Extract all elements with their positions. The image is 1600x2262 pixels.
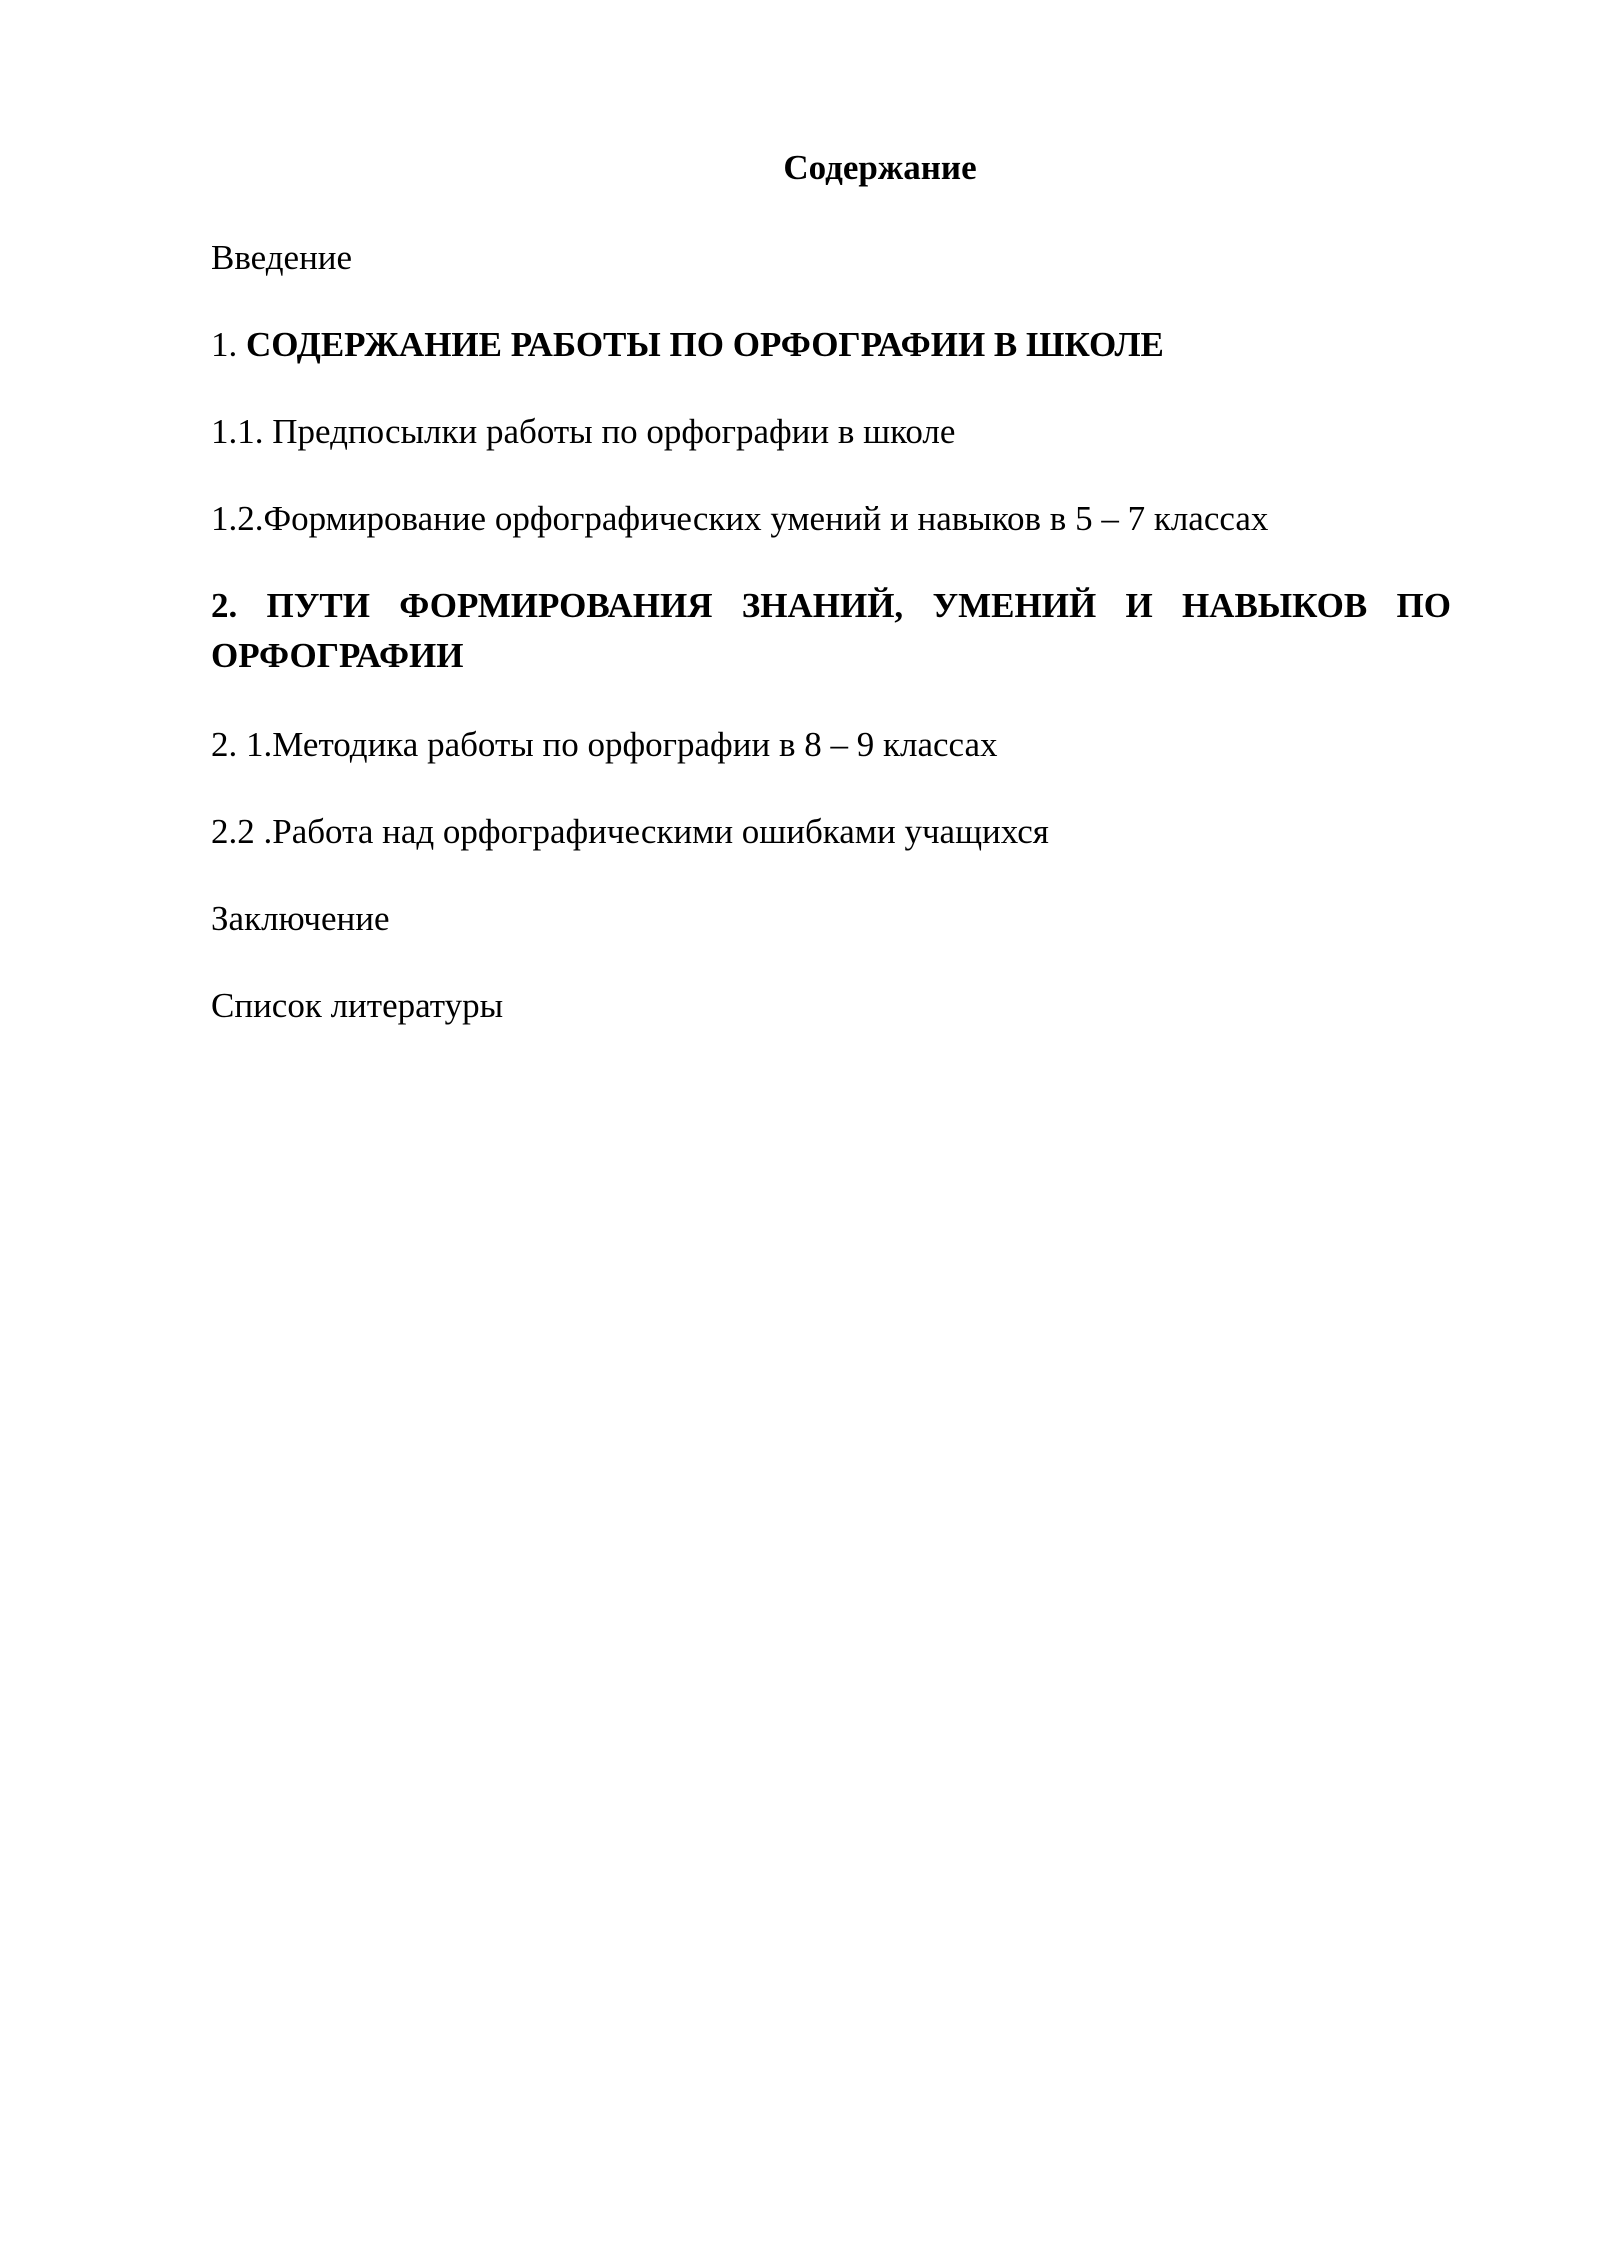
chapter-title: СОДЕРЖАНИЕ РАБОТЫ ПО ОРФОГРАФИИ В ШКОЛЕ (246, 325, 1164, 364)
chapter-word: УМЕНИЙ (932, 586, 1097, 625)
chapter-number: 1. (211, 325, 238, 364)
toc-entry-section-2-2: 2.2 .Работа над орфографическими ошибками учащихся (211, 812, 1049, 851)
toc-entry-section-1-1: 1.1. Предпосылки работы по орфографии в школе (211, 412, 956, 451)
toc-entry-section-1-2: 1.2.Формирование орфографических умений и навыков в 5 – 7 классах (211, 499, 1269, 538)
toc-entry-bibliography: Список литературы (211, 986, 504, 1025)
chapter-word: ЗНАНИЙ, (741, 586, 904, 625)
chapter-word: И (1125, 586, 1153, 625)
chapter-word: ПУТИ (266, 586, 370, 625)
chapter-word: НАВЫКОВ (1181, 586, 1368, 625)
toc-entry-chapter-2 (211, 581, 1451, 681)
chapter-2-title-line-1 (211, 581, 1451, 631)
chapter-number: 2. (211, 586, 238, 625)
chapter-word: ФОРМИРОВАНИЯ (399, 586, 713, 625)
toc-entry-chapter-1 (211, 320, 1164, 370)
page-title: Содержание (783, 148, 977, 187)
chapter-2-title-line-2: ОРФОГРАФИИ (211, 636, 464, 675)
chapter-word: ПО (1396, 586, 1451, 625)
toc-entry-conclusion: Заключение (211, 899, 390, 938)
toc-entry-introduction: Введение (211, 238, 353, 277)
toc-entry-section-2-1: 2. 1.Методика работы по орфографии в 8 – 9 классах (211, 725, 998, 764)
